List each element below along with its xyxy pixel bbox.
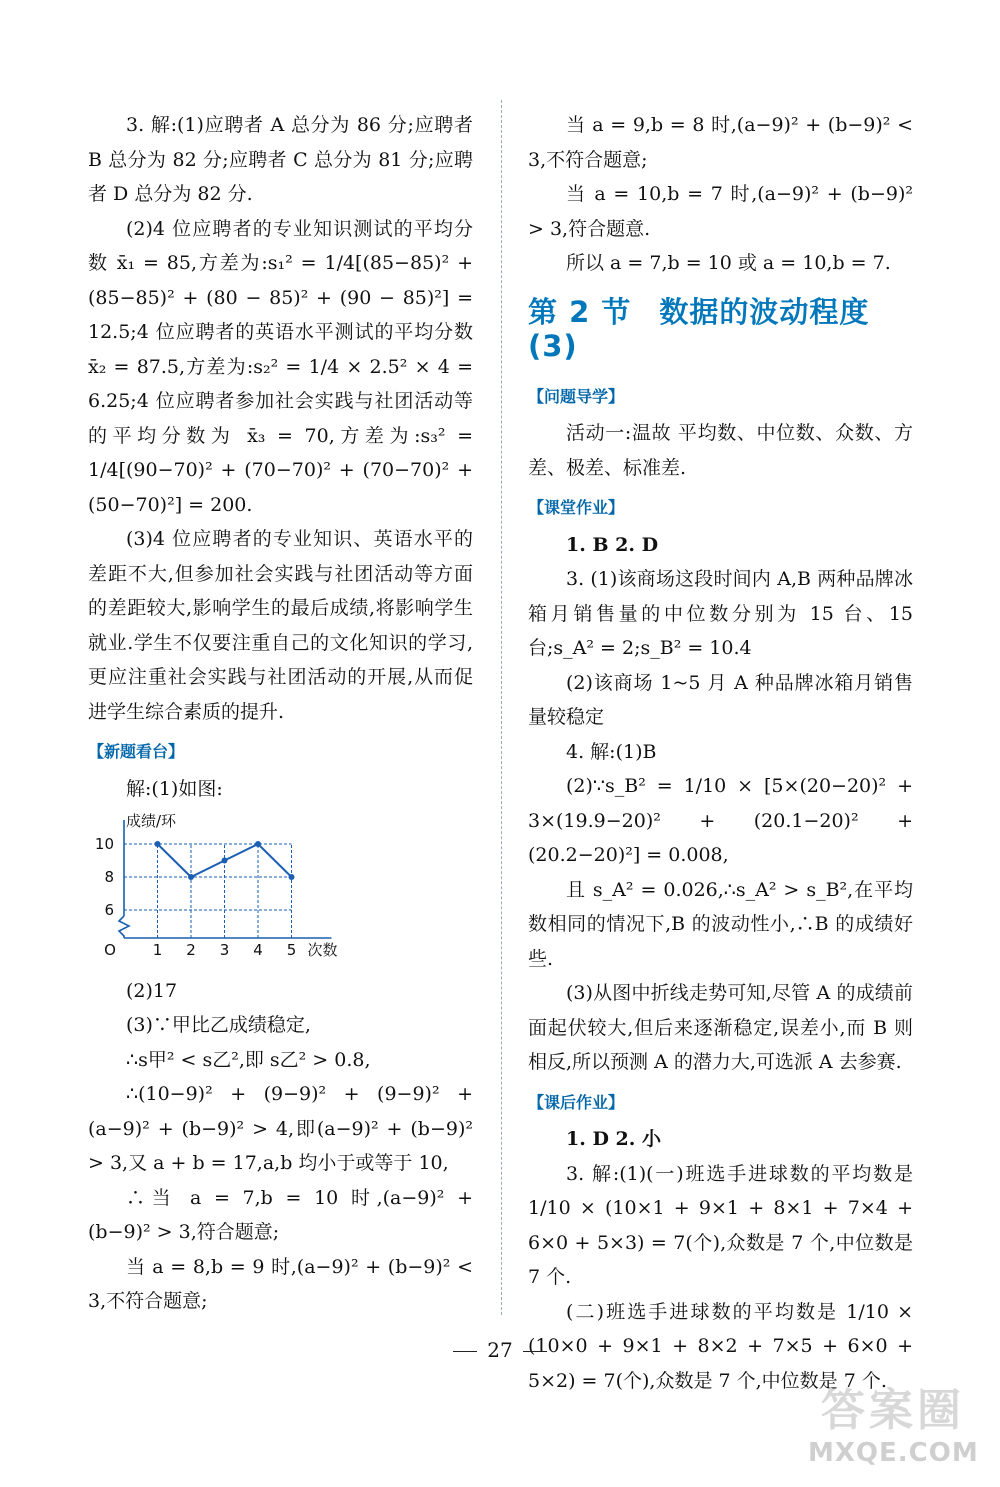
- y-tick-label: 6: [104, 901, 114, 919]
- page-dash-right: [523, 1351, 547, 1352]
- answer-3-line3: ∴(10−9)² + (9−9)² + (9−9)² + (a−9)² + (b−9)² > 4,即(a−9)² + (b−9)² > 3,又 a + b = 17,a,b 均小于或等于 10,: [88, 1083, 473, 1174]
- classwork-1-2: 1. B 2. D: [566, 533, 659, 556]
- section-heading: [528, 295, 913, 364]
- x-tick-label: 3: [219, 941, 230, 958]
- classwork-4-1: 4. 解:(1)B: [566, 740, 657, 763]
- data-point: [155, 841, 161, 847]
- page-number-text: 27: [487, 1338, 513, 1362]
- answer-3-part2: (2)4 位应聘者的专业知识测试的平均分数 x̄₁ = 85,方差为:s₁² = 1/4[(85−85)² + (85−85)² + (80 − 85)² + (90 − 85)²] = 12.5;4 位应聘者的英语水平测试的平均分数 x̄₂ = 87.5,方差为:s₂² = 1/4 × 2.5² × 4 = 6.25;4 位应聘者参加社会实践与社团活动等的平均分数为 x̄₃ = 70,方差为:s₃² = 1/4[(90−70)² + (70−70)² + (70−70)² + (50−70)²] = 200.: [88, 217, 473, 516]
- section-title: 数据的波动程度(3): [528, 294, 870, 363]
- tag-homework: 【课后作业】: [528, 1092, 625, 1112]
- answer-3-part3: (3)4 位应聘者的专业知识、英语水平的差距不大,但参加社会实践与社团活动等方面的差距较大,影响学生的最后成绩,将影响学生就业.学生不仅要注重自己的文化知识的学习,更应注重社会实践与社团活动的开展,从而促进学生综合素质的提升.: [88, 528, 473, 723]
- right-column: [528, 108, 913, 1398]
- x-axis-label: 次数: [307, 941, 338, 958]
- data-point: [222, 858, 228, 864]
- answer-3-line5: 当 a = 8,b = 9 时,(a−9)² + (b−9)² < 3,不符合题意;: [88, 1255, 473, 1312]
- page-dash-left: [453, 1351, 477, 1352]
- classwork-3-1: 3. (1)该商场这段时间内 A,B 两种品牌冰箱月销售量的中位数分别为 15 台、15 台;s_A² = 2;s_B² = 10.4: [528, 568, 913, 659]
- conclusion: 所以 a = 7,b = 10 或 a = 10,b = 7.: [566, 252, 891, 274]
- homework-3-2: (二)班选手进球数的平均数是 1/10 × (10×0 + 9×1 + 8×2 + 7×5 + 6×0 + 5×2) = 7(个),众数是 7 个,中位数是 7 个.: [528, 1300, 913, 1392]
- watermark-bottom: MXQE.COM: [808, 1438, 979, 1468]
- answer-3-line1: (3)∵甲比乙成绩稳定,: [126, 1014, 311, 1036]
- y-axis-label: 成绩/环: [126, 812, 177, 830]
- score-line-chart: [88, 812, 473, 970]
- chart-svg: [88, 812, 348, 958]
- tag-question-guide: 【问题导学】: [528, 386, 625, 406]
- data-point: [289, 874, 295, 880]
- case-a9-b8: 当 a = 9,b = 8 时,(a−9)² + (b−9)² < 3,不符合题意;: [528, 114, 913, 171]
- x-tick-label: 1: [152, 941, 163, 958]
- answer-3-line4: ∴当 a = 7,b = 10 时,(a−9)² + (b−9)² > 3,符合题意;: [88, 1186, 473, 1243]
- section-tag-new-questions: 【新题看台】: [88, 742, 185, 761]
- answer-3-line2: ∴s甲² < s乙²,即 s乙² > 0.8,: [126, 1048, 371, 1071]
- watermark-top: 答案圈: [821, 1385, 965, 1436]
- watermark-logo: [808, 1374, 978, 1469]
- data-point: [255, 841, 261, 847]
- data-point: [188, 874, 194, 880]
- x-tick-label: 4: [253, 941, 263, 958]
- origin-label: O: [104, 941, 116, 958]
- x-tick-label: 5: [286, 941, 297, 958]
- tag-classwork: 【课堂作业】: [528, 498, 625, 517]
- y-tick-label: 8: [104, 868, 114, 886]
- section-number: 第 2 节: [528, 294, 632, 329]
- homework-3-1: 3. 解:(1)(一)班选手进球数的平均数是 1/10 × (10×1 + 9×1 + 8×1 + 7×4 + 6×0 + 5×3) = 7(个),众数是 7 个,中位数是 7 个.: [528, 1162, 913, 1288]
- page-number: [0, 1338, 1000, 1362]
- x-tick-label: 2: [186, 941, 196, 958]
- axis-break-icon: [119, 916, 129, 938]
- answer-3-part1: 3. 解:(1)应聘者 A 总分为 86 分;应聘者 B 总分为 82 分;应聘者 C 总分为 81 分;应聘者 D 总分为 82 分.: [88, 114, 473, 205]
- case-a10-b7: 当 a = 10,b = 7 时,(a−9)² + (b−9)² > 3,符合题意.: [528, 183, 913, 240]
- left-column: [88, 108, 473, 1319]
- classwork-3-2: (2)该商场 1~5 月 A 种品牌冰箱月销售量较稳定: [528, 671, 913, 728]
- classwork-4-2b: 且 s_A² = 0.026,∴s_A² > s_B²,在平均数相同的情况下,B 的波动性小,∴B 的成绩好些.: [528, 878, 913, 970]
- classwork-4-2: (2)∵s_B² = 1/10 × [5×(20−20)² + 3×(19.9−20)² + (20.1−20)² + (20.2−20)²] = 0.008,: [528, 775, 913, 866]
- answer-2: (2)17: [126, 979, 178, 1002]
- activity-one: 活动一:温故 平均数、中位数、众数、方差、极差、标准差.: [528, 422, 913, 479]
- classwork-4-3: (3)从图中折线走势可知,尽管 A 的成绩前面起伏较大,但后来逐渐稳定,误差小,而 B 则相反,所以预测 A 的潜力大,可选派 A 去参赛.: [528, 982, 913, 1073]
- homework-1-2: 1. D 2. 小: [566, 1128, 661, 1150]
- column-divider: [501, 100, 502, 1315]
- y-tick-label: 10: [94, 835, 114, 853]
- solution-intro: 解:(1)如图:: [126, 777, 223, 800]
